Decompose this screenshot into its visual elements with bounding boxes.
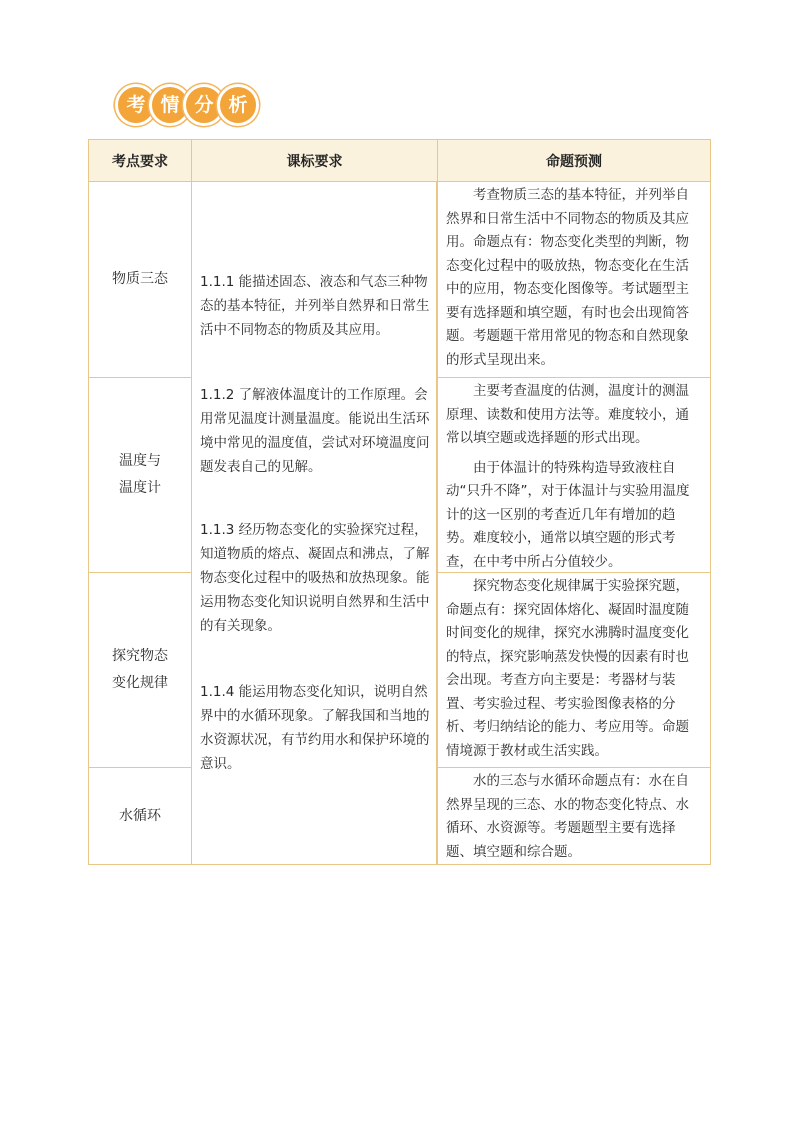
prediction-cell <box>437 572 711 768</box>
prediction-cell <box>437 181 711 378</box>
standard-text: 1.1.1 能描述固态、液态和气态三种物态的基本特征，并列举自然界和日常生活中不同物态的物质及其应用。 <box>200 274 430 338</box>
title-char-badge: 考 <box>115 84 157 126</box>
prediction-cell <box>437 377 711 573</box>
point-cell <box>88 377 192 573</box>
title-char-badge: 情 <box>149 84 191 126</box>
standard-text: 1.1.4 能运用物态变化知识，说明自然界中的水循环现象。了解我国和当地的水资源状况，有节约用水和保护环境的意识。 <box>200 684 430 772</box>
point-label: 水循环 <box>119 807 161 824</box>
point-label: 物质三态 <box>112 271 168 287</box>
title-char-badge: 析 <box>217 84 259 126</box>
prediction-paragraph: 水的三态与水循环命题点有：水在自然界呈现的三态、水的物态变化特点、水循环、水资源等。考题题型主要有选择题、填空题和综合题。 <box>446 773 689 860</box>
header-cell-standard: 课标要求 <box>191 139 438 182</box>
point-cell <box>88 181 192 378</box>
title-char-badge: 分 <box>183 84 225 126</box>
point-label: 温度与 温度计 <box>119 453 161 496</box>
prediction-paragraph: 主要考查温度的估测，温度计的测温原理、读数和使用方法等。难度较小，通常以填空题或选择题的形式出现。 <box>446 383 689 446</box>
point-cell <box>88 767 192 865</box>
standard-text: 1.1.2 了解液体温度计的工作原理。会用常见温度计测量温度。能说出生活环境中常见的温度值，尝试对环境温度问题发表自己的见解。 <box>200 387 430 475</box>
prediction-paragraph: 考查物质三态的基本特征，并列举自然界和日常生活中不同物态的物质及其应用。命题点有：物态变化类型的判断，物态变化过程中的吸放热，物态变化在生活中的应用，物态变化图像等。考试题型主要有选择题和填空题，有时也会出现简答题。考题题干常用常见的物态和自然现象的形式呈现出来。 <box>446 187 689 368</box>
section-title <box>113 84 263 126</box>
prediction-paragraph: 探究物态变化规律属于实验探究题，命题点有：探究固体熔化、凝固时温度随时间变化的规律，探究水沸腾时温度变化的特点，探究影响蒸发快慢的因素有时也会出现。考查方向主要是：考器材与装置、考实验过程、考实验图像表格的分析、考归纳结论的能力、考应用等。命题情境源于教材或生活实践。 <box>446 578 689 759</box>
point-cell <box>88 572 192 768</box>
point-label: 探究物态 变化规律 <box>112 648 168 691</box>
exam-analysis-table <box>88 139 711 865</box>
standards-cell <box>191 181 437 865</box>
header-cell-point: 考点要求 <box>88 139 192 182</box>
prediction-paragraph: 由于体温计的特殊构造导致液柱自动“只升不降”，对于体温计与实验用温度计的这一区别的考查近几年有增加的趋势。难度较小，通常以填空题的形式考查，在中考中所占分值较少。 <box>446 459 690 570</box>
header-cell-prediction: 命题预测 <box>437 139 711 182</box>
standard-text: 1.1.3 经历物态变化的实验探究过程，知道物质的熔点、凝固点和沸点，了解物态变化过程中的吸热和放热现象。能运用物态变化知识说明自然界和生活中的有关现象。 <box>200 522 430 634</box>
prediction-cell <box>437 767 711 865</box>
